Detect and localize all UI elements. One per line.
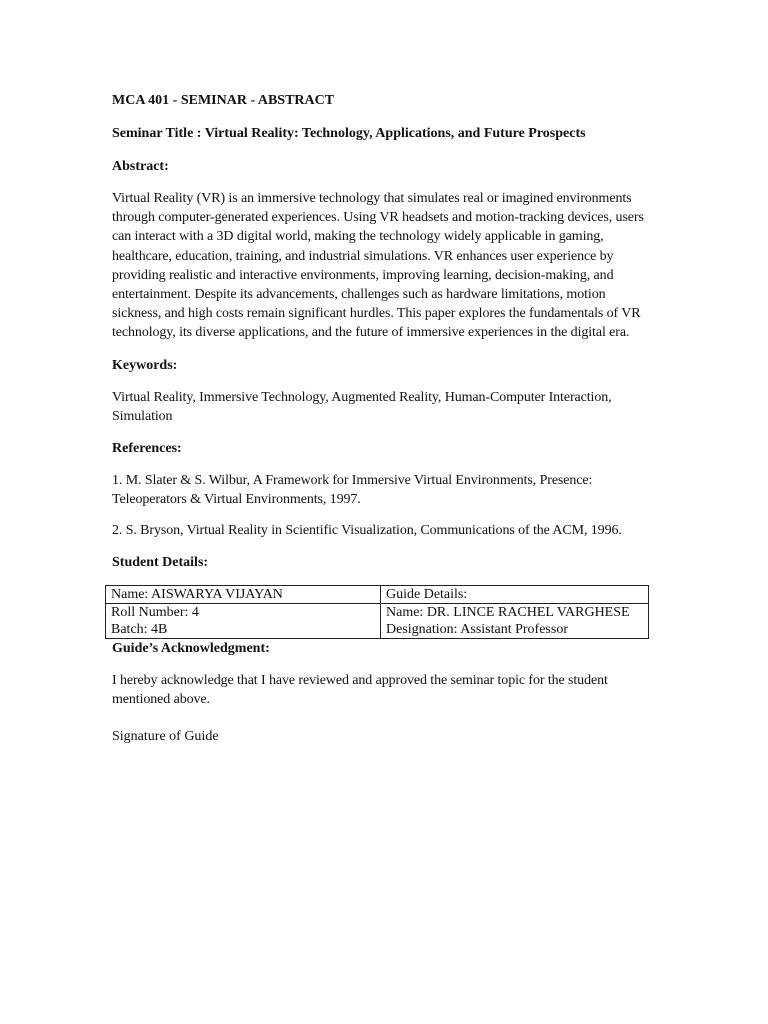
references-heading: References: xyxy=(112,441,182,457)
reference-item-2: 2. S. Bryson, Virtual Reality in Scientific Visualization, Communications of the ACM, 1996. xyxy=(112,523,622,539)
student-details-heading: Student Details: xyxy=(112,554,209,570)
guide-designation: Designation: Assistant Professor xyxy=(386,621,568,637)
batch: Batch: 4B xyxy=(111,621,168,637)
guide-details-label: Guide Details: xyxy=(386,586,468,602)
guide-name: Name: DR. LINCE RACHEL VARGHESE xyxy=(386,604,630,620)
student-details-table xyxy=(105,585,649,639)
signature-label: Signature of Guide xyxy=(112,729,219,745)
student-name-cell xyxy=(106,585,381,603)
document-page xyxy=(112,91,657,746)
abstract-heading: Abstract: xyxy=(112,159,169,174)
student-name: Name: AISWARYA VIJAYAN xyxy=(111,586,283,602)
document-header: MCA 401 - SEMINAR - ABSTRACT xyxy=(112,93,335,108)
keywords-heading: Keywords: xyxy=(112,357,178,373)
keywords-text: Virtual Reality, Immersive Technology, Augmented Reality, Human-Computer Interaction, Simulation xyxy=(112,389,612,424)
roll-number: Roll Number: 4 xyxy=(111,604,199,620)
table-row xyxy=(106,603,649,638)
guide-info-cell xyxy=(381,603,649,638)
abstract-text: Virtual Reality (VR) is an immersive technology that simulates real or imagined environments through computer-generated experiences. Using VR headsets and motion-tracking devices, users can interact with a 3D digital world, making the technology widely applicable in gaming, healthcare, education, training, and industrial simulations. VR enhances user experience by providing realistic and interactive environments, improving learning, decision-making, and entertainment. Despite its advancements, challenges such as hardware limitations, motion sickness, and high costs remain significant hurdles. This paper explores the fundamentals of VR technology, its diverse applications, and the future of immersive experiences in the digital era. xyxy=(112,191,644,341)
acknowledgment-text: I hereby acknowledge that I have reviewed and approved the seminar topic for the student mentioned above. xyxy=(112,672,608,707)
acknowledgment-heading: Guide’s Acknowledgment: xyxy=(112,640,270,656)
reference-item-1: 1. M. Slater & S. Wilbur, A Framework for Immersive Virtual Environments, Presence: Teleoperators & Virtual Environments, 1997. xyxy=(112,473,593,508)
guide-details-cell xyxy=(381,585,649,603)
seminar-title: Seminar Title : Virtual Reality: Technology, Applications, and Future Prospects xyxy=(112,126,586,141)
student-roll-batch-cell xyxy=(106,603,381,638)
table-row xyxy=(106,585,649,603)
